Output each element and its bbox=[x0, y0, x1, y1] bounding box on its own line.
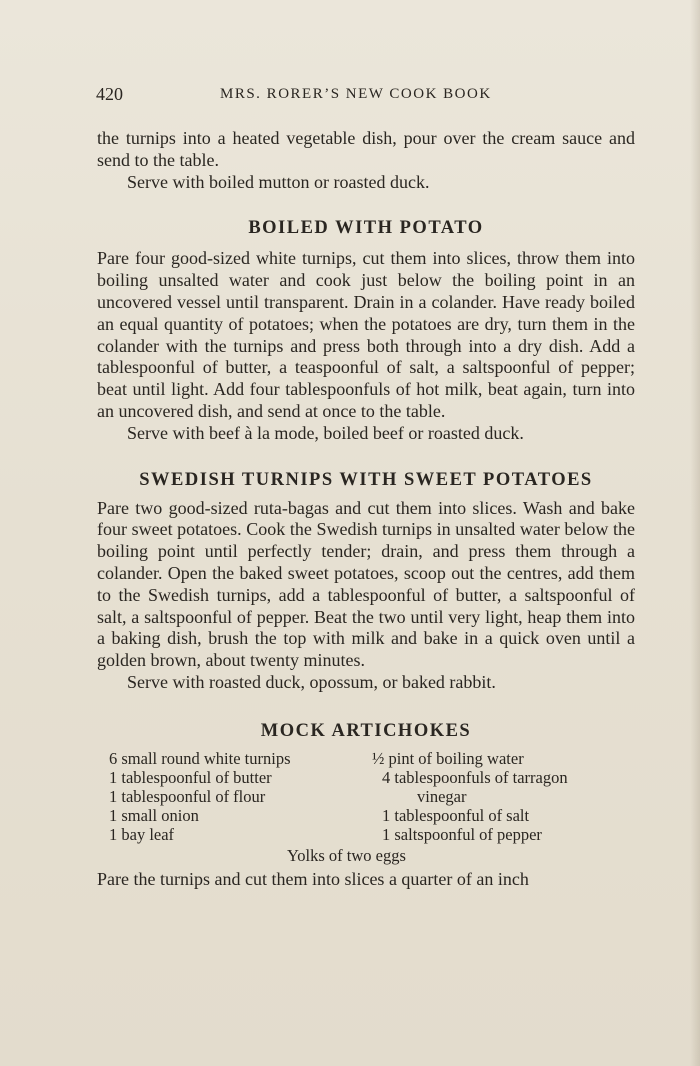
ingredient-footer: Yolks of two eggs bbox=[287, 845, 406, 865]
recipe-body-boiled-with-potato: Pare four good-sized white turnips, cut them into slices, throw them into boiling unsalted water and cook just below the boiling point in an uncovered vessel until transparent. Drain in a colander. Have ready boiled an equal quantity of potatoes; when the potatoes are dry, turn them in the colander with the turnips and press both through into a dry dish. Add a tablespoonful of butter, a teaspoonful of salt, a saltspoonful of pepper; beat until light. Add four tablespoonfuls of hot milk, beat again, turn into an uncovered dish, and send at once to the table. bbox=[97, 248, 635, 421]
page-edge-shadow bbox=[690, 0, 700, 1066]
ingredient-column-left bbox=[109, 749, 369, 844]
ingredient-item: 1 tablespoonful of salt bbox=[382, 805, 530, 825]
ingredient-item-continuation: vinegar bbox=[417, 786, 467, 806]
ingredient-item: 1 bay leaf bbox=[109, 824, 175, 844]
ingredient-item: 1 saltspoonful of pepper bbox=[382, 824, 542, 844]
recipe-heading-swedish-turnips: SWEDISH TURNIPS WITH SWEET POTATOES bbox=[139, 469, 593, 490]
ingredient-item: 1 small onion bbox=[109, 805, 199, 825]
running-title: MRS. RORER’S NEW COOK BOOK bbox=[220, 86, 492, 102]
serve-note-swedish-turnips: Serve with roasted duck, opossum, or baked rabbit. bbox=[127, 671, 496, 692]
ingredient-item: 1 tablespoonful of flour bbox=[109, 786, 266, 806]
ingredient-item: 4 tablespoonfuls of tarragon bbox=[382, 767, 568, 787]
ingredient-item: ½ pint of boiling water bbox=[372, 748, 524, 768]
recipe-heading-mock-artichokes: MOCK ARTICHOKES bbox=[260, 720, 472, 741]
recipe-heading-boiled-with-potato: BOILED WITH POTATO bbox=[248, 218, 484, 239]
intro-serve-note: Serve with boiled mutton or roasted duck. bbox=[127, 171, 430, 192]
page-number: 420 bbox=[96, 84, 123, 104]
ingredient-item: 6 small round white turnips bbox=[109, 748, 291, 768]
recipe-body-mock-artichokes: Pare the turnips and cut them into slices a quarter of an inch bbox=[97, 868, 529, 889]
recipe-body-swedish-turnips: Pare two good-sized ruta-bagas and cut them into slices. Wash and bake four sweet potatoes. Cook the Swedish turnips in unsalted water below the boiling point until perfectly tender; drain, and press them through a colander. Open the baked sweet potatoes, scoop out the centres, add them to the Swedish turnips, add a tablespoonful of butter, a saltspoonful of salt, a saltspoonful of pepper. Beat the two until very light, heap them into a baking dish, brush the top with milk and bake in a quick oven until a golden brown, about twenty minutes. bbox=[97, 497, 635, 671]
ingredient-column-right bbox=[372, 749, 640, 844]
page-header bbox=[96, 84, 636, 110]
page-content bbox=[97, 128, 635, 891]
ingredient-item: 1 tablespoonful of butter bbox=[109, 767, 272, 787]
serve-note-boiled-with-potato: Serve with beef à la mode, boiled beef or roasted duck. bbox=[127, 422, 524, 443]
intro-paragraph: the turnips into a heated vegetable dish, pour over the cream sauce and send to the table. bbox=[97, 128, 635, 170]
ingredient-list bbox=[97, 749, 635, 865]
